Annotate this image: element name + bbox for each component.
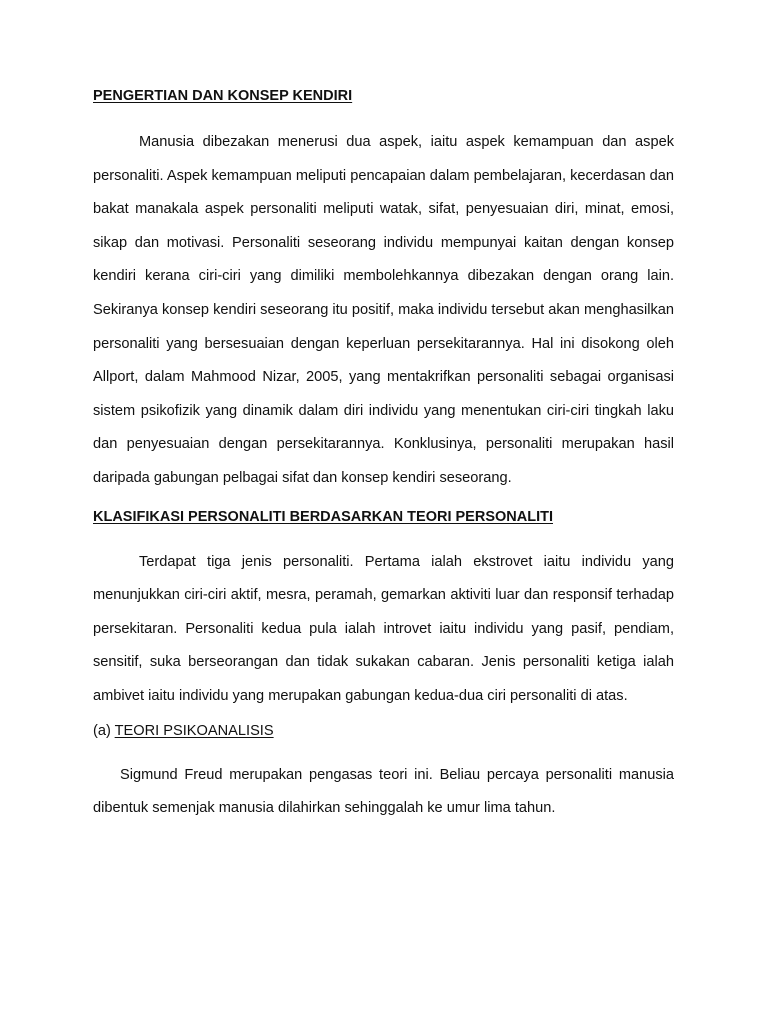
paragraph-jenis-personaliti: Terdapat tiga jenis personaliti. Pertama ialah ekstrovet iaitu individu yang menunjukkan ciri-ciri aktif, mesra, peramah, gemarkan aktiviti luar dan responsif terhadap persekitaran. Personaliti kedua pula ialah introvet iaitu individu yang pasif, pendiam, sensitif, suka berseorangan dan tidak sukakan cabaran. Jenis personaliti ketiga ialah ambivet iaitu individu yang merupakan gabungan kedua-dua ciri personaliti di atas. xyxy=(93,553,674,704)
heading-klasifikasi: KLASIFIKASI PERSONALITI BERDASARKAN TEORI PERSONALITI xyxy=(93,508,553,525)
subheading-title: TEORI PSIKOANALISIS xyxy=(114,722,274,739)
paragraph-konsep-kendiri: Manusia dibezakan menerusi dua aspek, iaitu aspek kemampuan dan aspek personaliti. Aspek kemampuan meliputi pencapaian dalam pembelajaran, kecerdasan dan bakat manakala aspek personaliti meliputi watak, sifat, penyesuaian diri, minat, emosi, sikap dan motivasi. Personaliti seseorang individu mempunyai kaitan dengan konsep kendiri kerana ciri-ciri yang dimiliki membolehkannya dibezakan dengan orang lain. Sekiranya konsep kendiri seseorang itu positif, maka individu tersebut akan menghasilkan personaliti yang bersesuaian dengan keperluan persekitarannya. Hal ini disokong oleh Allport, dalam Mahmood Nizar, 2005, yang mentakrifkan personaliti sebagai organisasi sistem psikofizik yang dinamik dalam diri individu yang menentukan ciri-ciri tingkah laku dan penyesuaian dengan persekitarannya. Konklusinya, personaliti merupakan hasil daripada gabungan pelbagai sifat dan konsep kendiri seseorang. xyxy=(93,134,674,486)
subheading-teori-psikoanalisis xyxy=(93,721,674,741)
heading-pengertian: PENGERTIAN DAN KONSEP KENDIRI xyxy=(93,88,353,104)
paragraph-sigmund-freud: Sigmund Freud merupakan pengasas teori ini. Beliau percaya personaliti manusia dibentuk semenjak manusia dilahirkan sehinggalah ke umur lima tahun. xyxy=(93,766,674,817)
subheading-prefix: (a) xyxy=(93,722,111,739)
document-page xyxy=(93,86,674,826)
